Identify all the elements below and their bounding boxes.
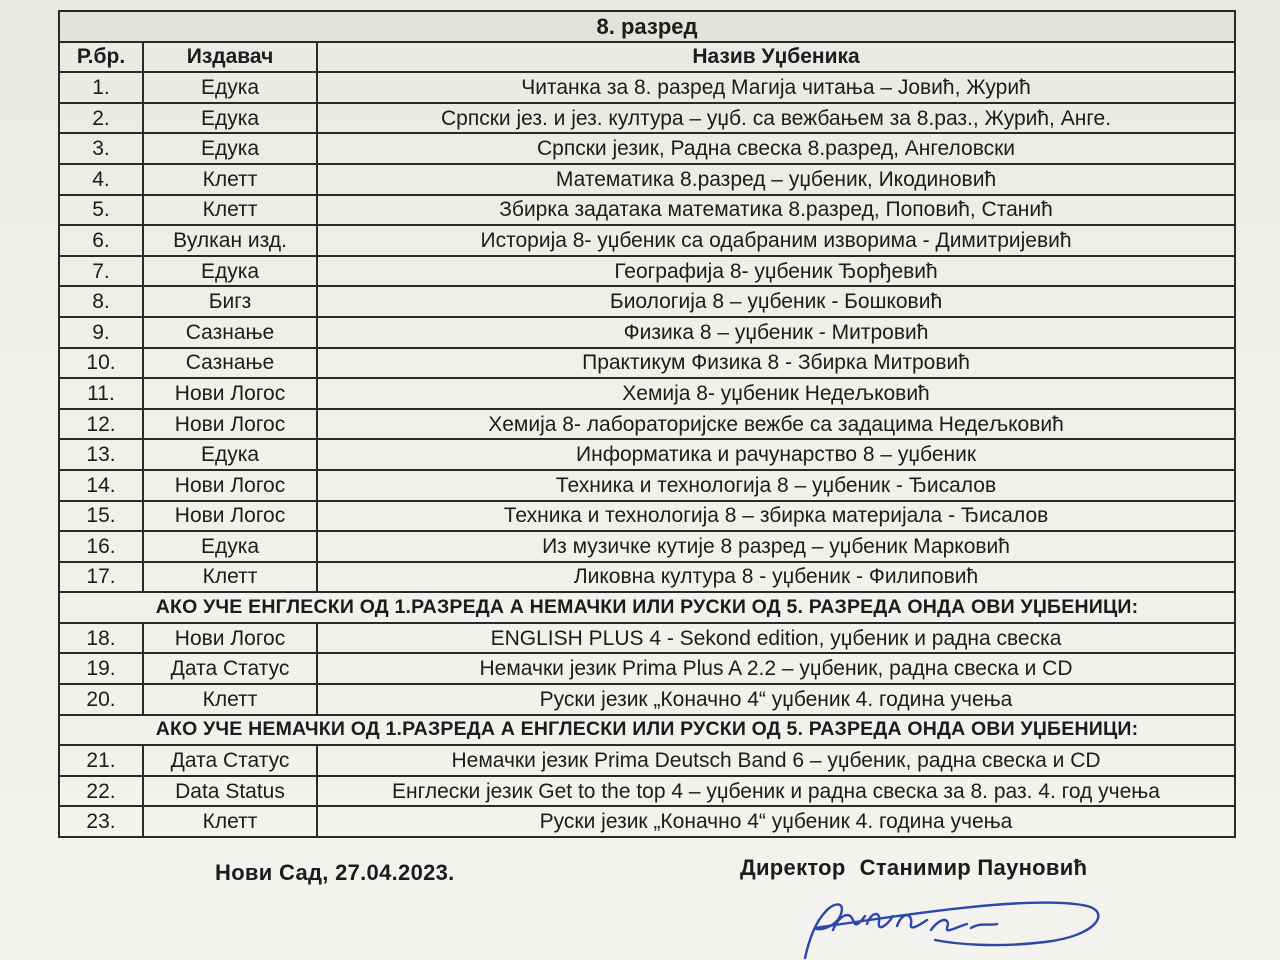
row-number: 5. [59, 195, 143, 226]
row-publisher: Нови Логос [143, 378, 317, 409]
row-book-title: Историја 8- уџбеник са одабраним изворима - Димитријевић [317, 225, 1235, 256]
row-book-title: Практикум Физика 8 - Збирка Митровић [317, 348, 1235, 379]
row-number: 9. [59, 317, 143, 348]
table-row [59, 378, 1235, 409]
row-publisher: Data Status [143, 776, 317, 807]
row-book-title: Енглески језик Get to the top 4 – уџбеник и радна свеска за 8. раз. 4. год учења [317, 776, 1235, 807]
director-label: Директор [740, 855, 846, 880]
table-row [59, 409, 1235, 440]
table-row [59, 439, 1235, 470]
row-book-title: Техника и технологија 8 – збирка материјала - Ђисалов [317, 501, 1235, 532]
row-book-title: Физика 8 – уџбеник - Митровић [317, 317, 1235, 348]
table-row [59, 531, 1235, 562]
section-heading-english-first-row [59, 592, 1235, 623]
row-book-title: Читанка за 8. разред Магија читања – Јовић, Журић [317, 72, 1235, 103]
row-number: 3. [59, 133, 143, 164]
textbook-table [58, 10, 1236, 838]
row-number: 10. [59, 348, 143, 379]
row-publisher: Дата Статус [143, 745, 317, 776]
row-publisher: Едука [143, 531, 317, 562]
row-book-title: Руски језик „Коначно 4“ уџбеник 4. година учења [317, 684, 1235, 715]
handwritten-signature [775, 880, 1115, 960]
row-number: 4. [59, 164, 143, 195]
header-row [59, 42, 1235, 73]
row-book-title: Математика 8.разред – уџбеник, Икодиновић [317, 164, 1235, 195]
row-publisher: Едука [143, 256, 317, 287]
row-number: 1. [59, 72, 143, 103]
director-line [740, 855, 1087, 881]
row-book-title: Српски језик, Радна свеска 8.разред, Ангеловски [317, 133, 1235, 164]
row-book-title: Биологија 8 – уџбеник - Бошковић [317, 286, 1235, 317]
row-number: 16. [59, 531, 143, 562]
row-number: 8. [59, 286, 143, 317]
table-row [59, 348, 1235, 379]
table-row [59, 745, 1235, 776]
row-book-title: Немачки језик Prima Plus A 2.2 – уџбеник, радна свеска и CD [317, 653, 1235, 684]
row-number: 15. [59, 501, 143, 532]
row-book-title: Техника и технологија 8 – уџбеник - Ђисалов [317, 470, 1235, 501]
row-publisher: Клетт [143, 164, 317, 195]
row-publisher: Сазнање [143, 317, 317, 348]
row-book-title: Хемија 8- уџбеник Недељковић [317, 378, 1235, 409]
header-book: Назив Уџбеника [317, 42, 1235, 73]
row-number: 20. [59, 684, 143, 715]
row-book-title: Српски јез. и јез. култура – уџб. са вежбањем за 8.раз., Журић, Анге. [317, 103, 1235, 134]
row-publisher: Едука [143, 133, 317, 164]
row-number: 17. [59, 562, 143, 593]
row-publisher: Нови Логос [143, 501, 317, 532]
row-book-title: Збирка задатака математика 8.разред, Поповић, Станић [317, 195, 1235, 226]
table-title: 8. разред [59, 11, 1235, 42]
table-row [59, 133, 1235, 164]
row-number: 12. [59, 409, 143, 440]
row-number: 23. [59, 806, 143, 837]
section-heading-english-first: АКО УЧЕ ЕНГЛЕСКИ ОД 1.РАЗРЕДА А НЕМАЧКИ ИЛИ РУСКИ ОД 5. РАЗРЕДА ОНДА ОВИ УЏБЕНИЦИ: [59, 592, 1235, 623]
table-row [59, 623, 1235, 654]
director-name: Станимир Пауновић [859, 855, 1088, 880]
row-publisher: Вулкан изд. [143, 225, 317, 256]
row-publisher: Клетт [143, 562, 317, 593]
table-row [59, 225, 1235, 256]
row-book-title: Географија 8- уџбеник Ђорђевић [317, 256, 1235, 287]
row-number: 22. [59, 776, 143, 807]
row-number: 19. [59, 653, 143, 684]
table-row [59, 501, 1235, 532]
table-row [59, 195, 1235, 226]
table-row [59, 776, 1235, 807]
table-row [59, 286, 1235, 317]
row-number: 6. [59, 225, 143, 256]
row-publisher: Клетт [143, 684, 317, 715]
row-book-title: Хемија 8- лабораторијске вежбе са задацима Недељковић [317, 409, 1235, 440]
row-book-title: Немачки језик Prima Deutsch Band 6 – уџбеник, радна свеска и CD [317, 745, 1235, 776]
table-row [59, 684, 1235, 715]
table-row [59, 317, 1235, 348]
row-number: 21. [59, 745, 143, 776]
row-number: 18. [59, 623, 143, 654]
row-publisher: Нови Логос [143, 409, 317, 440]
row-publisher: Клетт [143, 195, 317, 226]
row-publisher: Дата Статус [143, 653, 317, 684]
row-book-title: Руски језик „Коначно 4“ уџбеник 4. година учења [317, 806, 1235, 837]
table-row [59, 103, 1235, 134]
section-heading-german-first-row [59, 715, 1235, 746]
row-publisher: Едука [143, 103, 317, 134]
row-publisher: Сазнање [143, 348, 317, 379]
table-row [59, 562, 1235, 593]
row-number: 13. [59, 439, 143, 470]
row-number: 11. [59, 378, 143, 409]
header-publisher: Издавач [143, 42, 317, 73]
section-heading-german-first: АКО УЧЕ НЕМАЧКИ ОД 1.РАЗРЕДА А ЕНГЛЕСКИ ИЛИ РУСКИ ОД 5. РАЗРЕДА ОНДА ОВИ УЏБЕНИЦИ: [59, 715, 1235, 746]
table-row [59, 72, 1235, 103]
row-publisher: Едука [143, 72, 317, 103]
row-book-title: Ликовна култура 8 - уџбеник - Филиповић [317, 562, 1235, 593]
row-number: 2. [59, 103, 143, 134]
place-and-date: Нови Сад, 27.04.2023. [215, 860, 455, 885]
row-number: 14. [59, 470, 143, 501]
row-publisher: Нови Логос [143, 623, 317, 654]
row-publisher: Нови Логос [143, 470, 317, 501]
row-publisher: Бигз [143, 286, 317, 317]
row-book-title: Информатика и рачунарство 8 – уџбеник [317, 439, 1235, 470]
row-publisher: Едука [143, 439, 317, 470]
table-row [59, 164, 1235, 195]
table-row [59, 470, 1235, 501]
row-number: 7. [59, 256, 143, 287]
table-row [59, 653, 1235, 684]
table-row [59, 256, 1235, 287]
row-book-title: ENGLISH PLUS 4 - Sekond edition, уџбеник и радна свеска [317, 623, 1235, 654]
header-number: Р.бр. [59, 42, 143, 73]
row-book-title: Из музичке кутије 8 разред – уџбеник Марковић [317, 531, 1235, 562]
row-publisher: Клетт [143, 806, 317, 837]
table-row [59, 806, 1235, 837]
